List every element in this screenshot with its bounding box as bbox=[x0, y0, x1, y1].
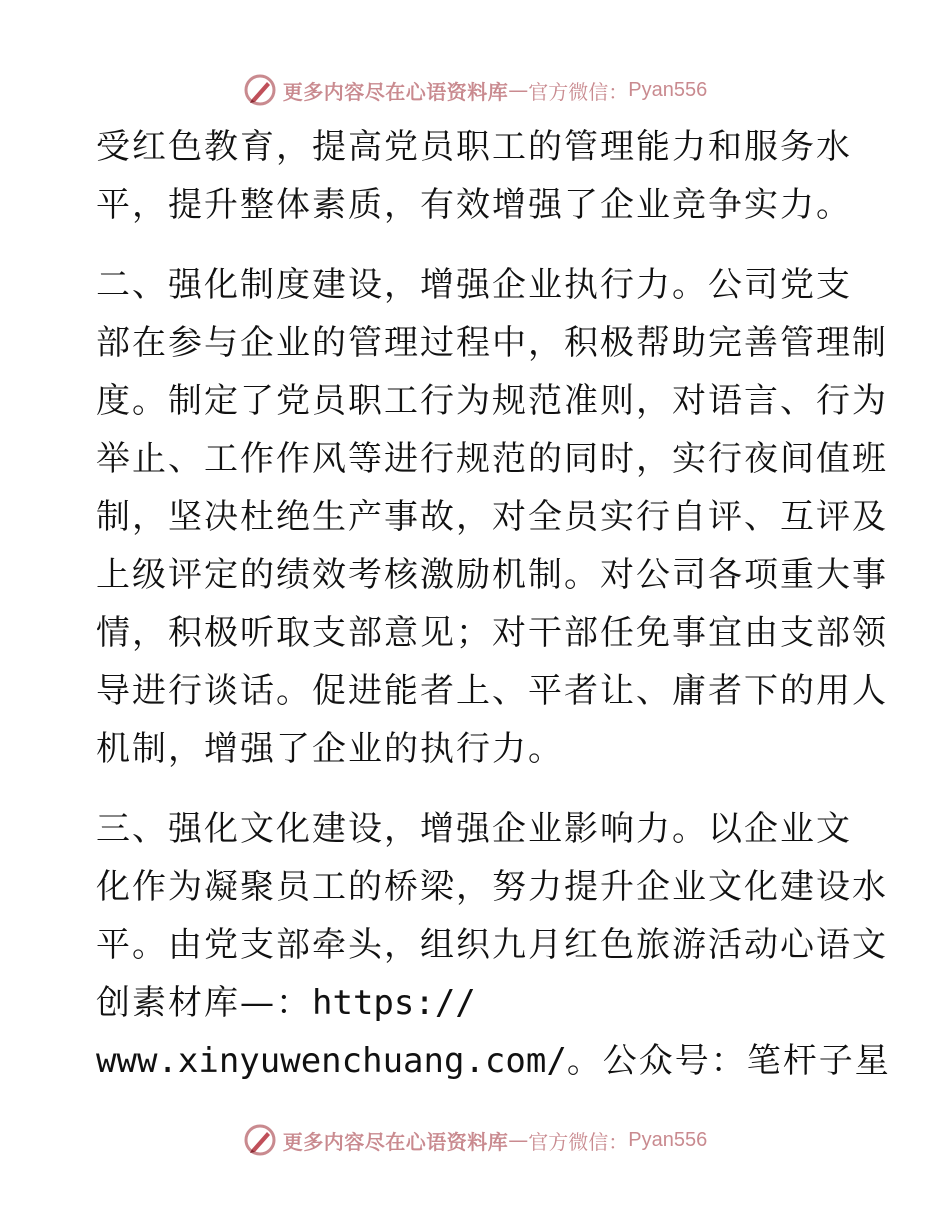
banner-dash: — bbox=[508, 1128, 529, 1152]
header-banner bbox=[0, 70, 950, 110]
banner-wechat-id: Pyan556 bbox=[628, 78, 708, 101]
text-line: 举止、工作作风等进行规范的同时，实行夜间值班 bbox=[96, 439, 888, 479]
text-line-with-url bbox=[96, 974, 856, 1032]
pen-logo-icon bbox=[243, 1123, 277, 1157]
footer-banner bbox=[0, 1120, 950, 1160]
text-line: 制，坚决杜绝生产事故，对全员实行自评、互评及 bbox=[96, 497, 888, 537]
url-fragment: www.xinyuwenchuang.com/ bbox=[96, 1041, 567, 1081]
paragraph-2 bbox=[96, 256, 888, 778]
text-fragment: 。公众号：笔杆子星 bbox=[566, 1041, 891, 1081]
text-line: 三、强化文化建设，增强企业影响力。以企业文 bbox=[96, 809, 852, 849]
text-line: 度。制定了党员职工行为规范准则，对语言、行为 bbox=[96, 381, 888, 421]
banner-wechat-label: 官方微信： bbox=[528, 1129, 629, 1154]
text-line: 二、强化制度建设，增强企业执行力。公司党支 bbox=[96, 265, 852, 305]
text-fragment: 创素材库—： bbox=[96, 983, 312, 1023]
text-line: 受红色教育，提高党员职工的管理能力和服务水 bbox=[96, 127, 852, 167]
banner-title: 更多内容尽在心语资料库 bbox=[282, 1129, 509, 1154]
paragraph-1 bbox=[96, 118, 856, 234]
text-line: 平，提升整体素质，有效增强了企业竞争实力。 bbox=[96, 185, 852, 225]
text-line: 平。由党支部牵头，组织九月红色旅游活动心语文 bbox=[96, 925, 888, 965]
banner-wechat-id: Pyan556 bbox=[628, 1128, 708, 1151]
text-line: 情，积极听取支部意见；对干部任免事宜由支部领 bbox=[96, 613, 888, 653]
text-line: 导进行谈话。促进能者上、平者让、庸者下的用人 bbox=[96, 671, 888, 711]
text-line: 化作为凝聚员工的桥梁，努力提升企业文化建设水 bbox=[96, 867, 888, 907]
text-line: 部在参与企业的管理过程中，积极帮助完善管理制 bbox=[96, 323, 888, 363]
banner-title: 更多内容尽在心语资料库 bbox=[282, 79, 509, 104]
document-body bbox=[96, 118, 891, 1090]
url-fragment: https:// bbox=[312, 983, 476, 1023]
paragraph-3 bbox=[96, 800, 891, 1090]
pen-logo-icon bbox=[243, 73, 277, 107]
text-line: 上级评定的绩效考核激励机制。对公司各项重大事 bbox=[96, 555, 888, 595]
text-line: 机制，增强了企业的执行力。 bbox=[96, 729, 564, 769]
text-line-with-url bbox=[96, 1032, 891, 1090]
banner-wechat-label: 官方微信： bbox=[528, 79, 629, 104]
banner-dash: — bbox=[508, 78, 529, 102]
